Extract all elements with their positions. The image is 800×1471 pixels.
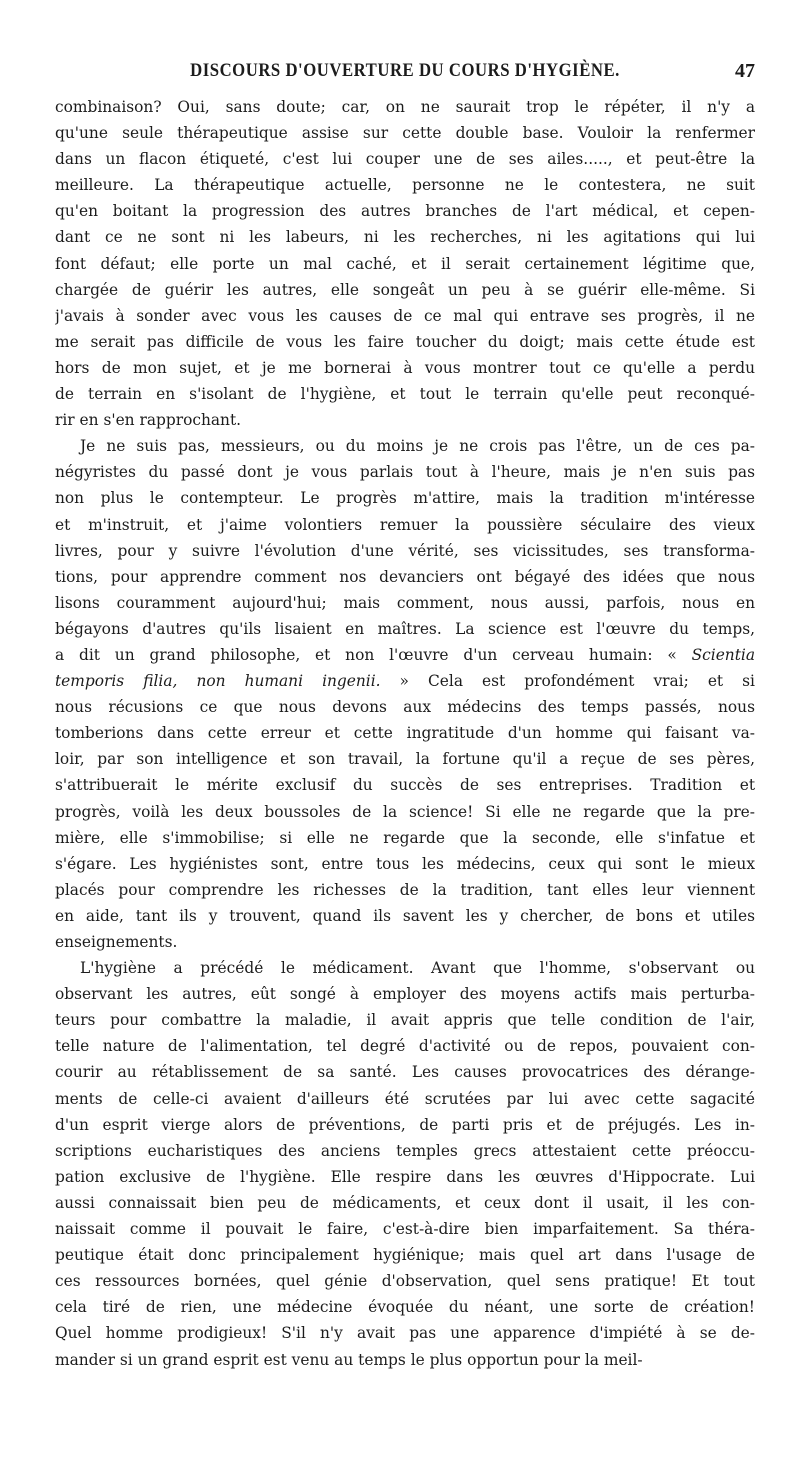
text-line: Je ne suis pas, messieurs, ou du moins je ne crois pas l'être, un de ces pa- xyxy=(80,437,755,456)
text-line: livres, pour y suivre l'évolution d'une vérité, ses vicissitudes, ses transforma- xyxy=(55,541,755,560)
text-line: loir, par son intelligence et son travail, la fortune qu'il a reçue de ses pères, xyxy=(55,750,755,769)
text-line: ments de celle-ci avaient d'ailleurs été scrutées par lui avec cette sagacité xyxy=(55,1089,755,1108)
running-head xyxy=(55,60,755,86)
page-number: 47 xyxy=(735,60,755,82)
text-line: qu'en boitant la progression des autres branches de l'art médical, et cepen- xyxy=(55,202,755,221)
text-line: L'hygiène a précédé le médicament. Avant que l'homme, s'observant ou xyxy=(80,959,755,978)
text-line: temporis filia, non humani ingenii. » Cela est profondément vrai; et si xyxy=(55,672,755,691)
text-line: chargée de guérir les autres, elle songeât un peu à se guérir elle-même. Si xyxy=(55,280,755,299)
text-line: hors de mon sujet, et je me bornerai à vous montrer tout ce qu'elle a perdu xyxy=(55,358,755,377)
text-line: meilleure. La thérapeutique actuelle, personne ne le contestera, ne suit xyxy=(55,176,755,195)
text-line: mander si un grand esprit est venu au temps le plus opportun pour la meil- xyxy=(55,1350,643,1369)
text-line: s'attribuerait le mérite exclusif du succès de ses entreprises. Tradition et xyxy=(55,776,755,795)
text-line: naissait comme il pouvait le faire, c'est-à-dire bien imparfaitement. Sa théra- xyxy=(55,1220,755,1239)
text-line: scriptions eucharistiques des anciens temples grecs attestaient cette préoccu- xyxy=(55,1141,755,1160)
text-line: Quel homme prodigieux! S'il n'y avait pas une apparence d'impiété à se de- xyxy=(55,1324,755,1343)
text-line: cela tiré de rien, une médecine évoquée du néant, une sorte de création! xyxy=(55,1298,755,1317)
text-line: s'égare. Les hygiénistes sont, entre tous les médecins, ceux qui sont le mieux xyxy=(55,854,755,873)
text-line: bégayons d'autres qu'ils lisaient en maîtres. La science est l'œuvre du temps, xyxy=(55,619,755,638)
text-line: j'avais à sonder avec vous les causes de ce mal qui entrave ses progrès, il ne xyxy=(55,306,755,325)
text-line: tions, pour apprendre comment nos devanciers ont bégayé des idées que nous xyxy=(55,567,755,586)
text-line: négyristes du passé dont je vous parlais tout à l'heure, mais je n'en suis pas xyxy=(55,463,755,482)
text-line: observant les autres, eût songé à employer des moyens actifs mais perturba- xyxy=(55,985,755,1004)
text-line: dant ce ne sont ni les labeurs, ni les recherches, ni les agitations qui lui xyxy=(55,228,755,247)
text-line: lisons couramment aujourd'hui; mais comment, nous aussi, parfois, nous en xyxy=(55,593,755,612)
text-line: tomberions dans cette erreur et cette ingratitude d'un homme qui faisant va- xyxy=(55,724,755,743)
text-line: placés pour comprendre les richesses de la tradition, tant elles leur viennent xyxy=(55,880,755,899)
text-line: font défaut; elle porte un mal caché, et il serait certainement légitime que, xyxy=(55,254,755,273)
paragraph xyxy=(55,94,755,433)
text-line: peutique était donc principalement hygiénique; mais quel art dans l'usage de xyxy=(55,1246,755,1265)
text-line: d'un esprit vierge alors de préventions, de parti pris et de préjugés. Les in- xyxy=(55,1115,755,1134)
text-line: rir en s'en rapprochant. xyxy=(55,411,242,430)
text-line: pation exclusive de l'hygiène. Elle respire dans les œuvres d'Hippocrate. Lui xyxy=(55,1167,755,1186)
text-line: en aide, tant ils y trouvent, quand ils savent les y chercher, de bons et utiles xyxy=(55,906,755,925)
text-line: nous récusions ce que nous devons aux médecins des temps passés, nous xyxy=(55,698,755,717)
text-line: de terrain en s'isolant de l'hygiène, et tout le terrain qu'elle peut reconqué- xyxy=(55,385,755,404)
text-line: combinaison? Oui, sans doute; car, on ne saurait trop le répéter, il n'y a xyxy=(55,98,755,116)
text-line: non plus le contempteur. Le progrès m'attire, mais la tradition m'intéresse xyxy=(55,489,755,508)
text-line: ces ressources bornées, quel génie d'observation, quel sens pratique! Et tout xyxy=(55,1272,755,1291)
paragraph xyxy=(55,955,755,1373)
text-line: dans un flacon étiqueté, c'est lui couper une de ses ailes....., et peut-être la xyxy=(55,150,755,169)
body-text xyxy=(55,94,755,1373)
text-line: me serait pas difficile de vous les faire toucher du doigt; mais cette étude est xyxy=(55,332,755,351)
text-line: et m'instruit, et j'aime volontiers remuer la poussière séculaire des vieux xyxy=(55,515,755,534)
text-line: courir au rétablissement de sa santé. Les causes provocatrices des dérange- xyxy=(55,1063,755,1082)
running-title: DISCOURS D'OUVERTURE DU COURS D'HYGIÈNE. xyxy=(190,60,620,81)
text-line: teurs pour combattre la maladie, il avait appris que telle condition de l'air, xyxy=(55,1011,755,1030)
text-line: aussi connaissait bien peu de médicaments, et ceux dont il usait, il les con- xyxy=(55,1193,755,1212)
text-line: telle nature de l'alimentation, tel degré d'activité ou de repos, pouvaient con- xyxy=(55,1037,755,1056)
text-line: progrès, voilà les deux boussoles de la science! Si elle ne regarde que la pre- xyxy=(55,802,755,821)
text-line: qu'une seule thérapeutique assise sur cette double base. Vouloir la renfermer xyxy=(55,124,755,143)
text-line: mière, elle s'immobilise; si elle ne regarde que la seconde, elle s'infatue et xyxy=(55,828,755,847)
text-line: enseignements. xyxy=(55,933,178,951)
text-line: a dit un grand philosophe, et non l'œuvre d'un cerveau humain: « Scientia xyxy=(55,645,755,664)
paragraph xyxy=(55,433,755,955)
